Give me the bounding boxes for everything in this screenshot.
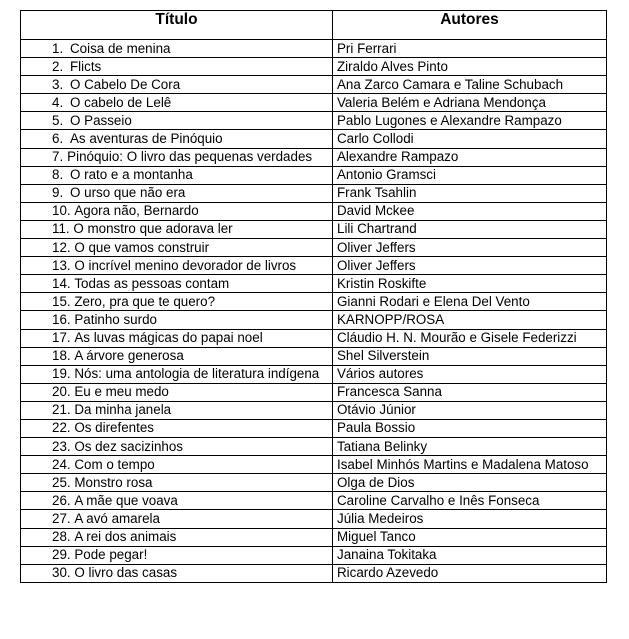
table-row-25 — [21, 474, 607, 492]
authors-cell: Janaina Tokitaka — [333, 546, 607, 564]
books-table — [20, 10, 607, 583]
book-title: Os dez sacizinhos — [74, 438, 184, 454]
book-title: O urso que não era — [70, 185, 186, 201]
title-cell — [21, 130, 333, 148]
table-row-27 — [21, 510, 607, 528]
title-cell — [21, 510, 333, 528]
authors-cell: Lili Chartrand — [333, 220, 607, 238]
title-cell — [21, 112, 333, 130]
item-number: 27. — [52, 510, 75, 526]
item-number: 3. — [52, 76, 64, 92]
authors-cell: Ziraldo Alves Pinto — [333, 58, 607, 76]
authors-cell: Miguel Tanco — [333, 528, 607, 546]
book-title: Pode pegar! — [74, 547, 148, 563]
authors-cell: Alexandre Rampazo — [333, 148, 607, 166]
book-title: As aventuras de Pinóquio — [70, 130, 223, 146]
item-number: 2. — [52, 58, 64, 74]
title-cell — [21, 76, 333, 94]
authors-cell: Kristin Roskifte — [333, 275, 607, 293]
book-title: Os direfentes — [74, 420, 154, 436]
book-title: A mãe que voava — [74, 492, 178, 508]
book-title: O Cabelo De Cora — [70, 76, 181, 92]
book-title: Da minha janela — [74, 402, 172, 418]
authors-cell: Otávio Júnior — [333, 401, 607, 419]
book-title: Eu e meu medo — [74, 384, 169, 400]
item-number: 9. — [52, 185, 64, 201]
item-number: 10. — [52, 203, 75, 219]
table-row-15 — [21, 293, 607, 311]
book-title: O rato e a montanha — [70, 167, 193, 183]
title-cell — [21, 456, 333, 474]
table-row-6 — [21, 130, 607, 148]
book-title: Com o tempo — [74, 456, 155, 472]
table-row-10 — [21, 202, 607, 220]
table-row-19 — [21, 365, 607, 383]
title-cell — [21, 202, 333, 220]
authors-cell: Valeria Belém e Adriana Mendonça — [333, 94, 607, 112]
title-cell — [21, 546, 333, 564]
title-cell — [21, 311, 333, 329]
item-number: 25. — [52, 474, 75, 490]
book-title: Pinóquio: O livro das pequenas verdades — [67, 149, 313, 165]
item-number: 4. — [52, 94, 64, 110]
item-number: 6. — [52, 130, 64, 146]
authors-cell: David Mckee — [333, 202, 607, 220]
authors-cell: Frank Tsahlin — [333, 184, 607, 202]
table-row-26 — [21, 492, 607, 510]
title-cell — [21, 438, 333, 456]
table-row-7 — [21, 148, 607, 166]
title-cell — [21, 528, 333, 546]
table-row-20 — [21, 383, 607, 401]
authors-cell: Olga de Dios — [333, 474, 607, 492]
item-number: 13. — [52, 257, 75, 273]
table-row-21 — [21, 401, 607, 419]
header-authors: Autores — [333, 11, 607, 40]
book-title: O incrível menino devorador de livros — [74, 257, 297, 273]
title-cell — [21, 220, 333, 238]
authors-cell: Vários autores — [333, 365, 607, 383]
title-cell — [21, 401, 333, 419]
book-title: O que vamos construir — [74, 239, 210, 255]
table-row-23 — [21, 438, 607, 456]
item-number: 24. — [52, 456, 75, 472]
table-row-9 — [21, 184, 607, 202]
table-row-17 — [21, 329, 607, 347]
table-row-13 — [21, 257, 607, 275]
table-row-5 — [21, 112, 607, 130]
item-number: 18. — [52, 348, 75, 364]
title-cell — [21, 492, 333, 510]
title-cell — [21, 184, 333, 202]
authors-cell: Gianni Rodari e Elena Del Vento — [333, 293, 607, 311]
item-number: 19. — [52, 366, 75, 382]
book-title: Todas as pessoas contam — [74, 275, 230, 291]
item-number: 26. — [52, 492, 75, 508]
item-number: 15. — [52, 293, 75, 309]
item-number: 21. — [52, 402, 75, 418]
authors-cell: Paula Bossio — [333, 419, 607, 437]
item-number: 29. — [52, 547, 75, 563]
book-title: Monstro rosa — [74, 474, 153, 490]
table-row-18 — [21, 347, 607, 365]
book-title: O Passeio — [70, 112, 132, 128]
book-title: Coisa de menina — [70, 40, 171, 56]
title-cell — [21, 365, 333, 383]
title-cell — [21, 40, 333, 58]
title-cell — [21, 166, 333, 184]
table-row-3 — [21, 76, 607, 94]
item-number: 30. — [52, 565, 75, 581]
book-title: Patinho surdo — [74, 311, 157, 327]
table-row-8 — [21, 166, 607, 184]
authors-cell: Ana Zarco Camara e Taline Schubach — [333, 76, 607, 94]
table-row-22 — [21, 419, 607, 437]
item-number: 11. — [52, 221, 74, 237]
title-cell — [21, 347, 333, 365]
table-row-28 — [21, 528, 607, 546]
book-title: O monstro que adorava ler — [73, 221, 233, 237]
item-number: 8. — [52, 167, 64, 183]
authors-cell: Isabel Minhós Martins e Madalena Matoso — [333, 456, 607, 474]
book-title: O cabelo de Lelê — [70, 94, 172, 110]
title-cell — [21, 94, 333, 112]
authors-cell: Oliver Jeffers — [333, 257, 607, 275]
table-row-12 — [21, 239, 607, 257]
title-cell — [21, 474, 333, 492]
authors-cell: Oliver Jeffers — [333, 239, 607, 257]
table-row-14 — [21, 275, 607, 293]
item-number: 22. — [52, 420, 75, 436]
title-cell — [21, 383, 333, 401]
title-cell — [21, 239, 333, 257]
item-number: 20. — [52, 384, 75, 400]
table-row-4 — [21, 94, 607, 112]
book-title: Nós: uma antologia de literatura indígena — [74, 366, 320, 382]
table-row-16 — [21, 311, 607, 329]
table-row-30 — [21, 564, 607, 582]
book-title: A árvore generosa — [74, 348, 184, 364]
item-number: 23. — [52, 438, 75, 454]
item-number: 16. — [52, 311, 75, 327]
header-row — [21, 11, 607, 40]
item-number: 17. — [52, 330, 75, 345]
table-row-1 — [21, 40, 607, 58]
title-cell — [21, 257, 333, 275]
book-title: A avó amarela — [74, 510, 160, 526]
item-number: 5. — [52, 112, 64, 128]
authors-cell: Ricardo Azevedo — [333, 564, 607, 582]
authors-cell: Shel Silverstein — [333, 347, 607, 365]
item-number: 28. — [52, 529, 75, 545]
book-title: Flicts — [70, 58, 102, 74]
title-cell — [21, 275, 333, 293]
table-row-29 — [21, 546, 607, 564]
title-cell — [21, 419, 333, 437]
title-cell — [21, 564, 333, 582]
table-row-11 — [21, 220, 607, 238]
table-row-24 — [21, 456, 607, 474]
header-title: Título — [21, 11, 333, 40]
authors-cell: Júlia Medeiros — [333, 510, 607, 528]
authors-cell: Cláudio H. N. Mourão e Gisele Federizzi — [333, 329, 607, 347]
authors-cell: Pri Ferrari — [333, 40, 607, 58]
item-number: 14. — [52, 275, 75, 291]
book-title: As luvas mágicas do papai noel — [74, 330, 263, 345]
item-number: 12. — [52, 239, 75, 255]
authors-cell: Carlo Collodi — [333, 130, 607, 148]
authors-cell: Caroline Carvalho e Inês Fonseca — [333, 492, 607, 510]
book-title: O livro das casas — [74, 565, 178, 581]
book-title: A rei dos animais — [74, 529, 177, 545]
authors-cell: Antonio Gramsci — [333, 166, 607, 184]
book-title: Zero, pra que te quero? — [74, 293, 216, 309]
authors-cell: Francesca Sanna — [333, 383, 607, 401]
item-number: 1. — [52, 40, 64, 56]
table-body — [21, 40, 607, 583]
authors-cell: Pablo Lugones e Alexandre Rampazo — [333, 112, 607, 130]
authors-cell: Tatiana Belinky — [333, 438, 607, 456]
title-cell — [21, 293, 333, 311]
title-cell — [21, 329, 333, 347]
book-title: Agora não, Bernardo — [74, 203, 199, 219]
title-cell — [21, 148, 333, 166]
authors-cell: KARNOPP/ROSA — [333, 311, 607, 329]
title-cell — [21, 58, 333, 76]
table-row-2 — [21, 58, 607, 76]
item-number: 7. — [52, 149, 64, 165]
